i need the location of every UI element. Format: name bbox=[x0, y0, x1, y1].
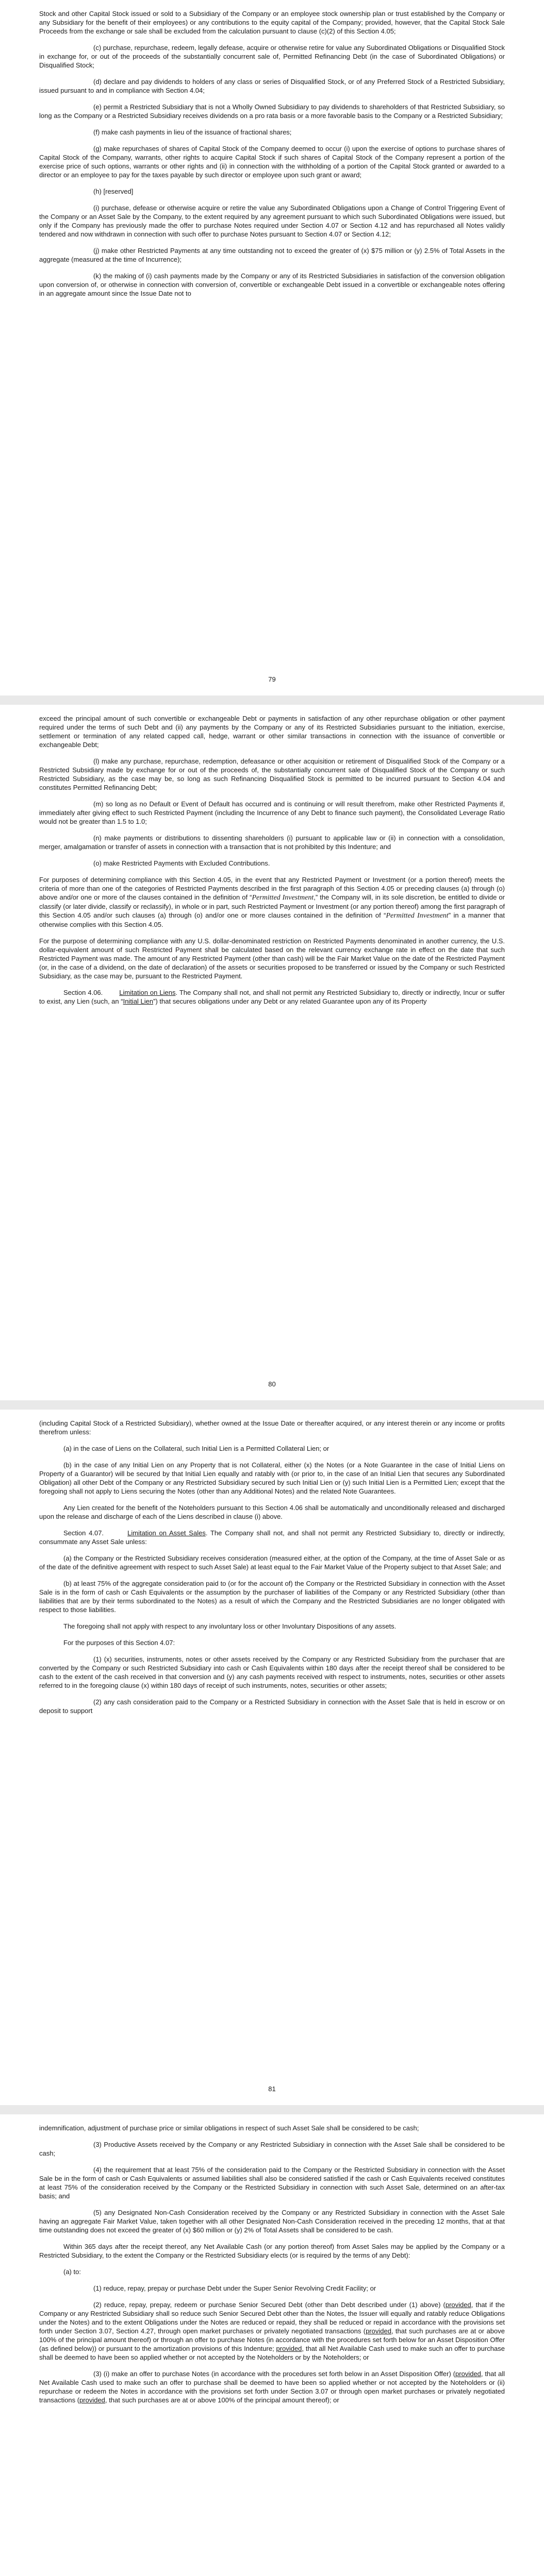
clause-g: (g) make repurchases of shares of Capital Stock of the Company deemed to occur (i) upon the exercise of options to purchase shares of Capital Stock of the Company, warrants, other rights to acquire Capital Stock if such shares of Capital Stock of the Company represent a portion of the exercise price of such options, warrants or other rights and (ii) in connection with the withholding of a portion of the Capital Stock granted or awarded to a director or an employee to pay for the taxes payable by such director or employee upon such grant or award; bbox=[39, 145, 505, 179]
clause-k: (k) the making of (i) cash payments made by the Company or any of its Restricted Subsidiaries in satisfaction of the conversion obligation upon conversion of, or otherwise in connection with conversion of, convertible or exchangeable Debt issued in a convertible or exchangeable notes offering in an aggregate amount since the Issue Date not to bbox=[39, 272, 505, 297]
text-run: ” in a manner that otherwise complies with this Section 4.05. bbox=[39, 911, 505, 928]
paragraph: (including Capital Stock of a Restricted Subsidiary), whether owned at the Issue Date or thereafter acquired, or any interest therein or any income or profits therefrom unless: bbox=[39, 1419, 505, 1436]
text-run: , that such purchases are at or above 100% of the principal amount thereof); or bbox=[105, 2396, 339, 2404]
clause-e: (e) permit a Restricted Subsidiary that is not a Wholly Owned Subsidiary to pay dividends to shareholders of that Restricted Subsidiary, so long as the Company or a Restricted Subsidiary receives dividends on a pro rata basis or a more favorable basis to the Company or a Restricted Subsidiary; bbox=[39, 103, 505, 120]
paragraph: indemnification, adjustment of purchase price or similar obligations in respect of such Asset Sale shall be considered to be cash; bbox=[39, 2124, 419, 2132]
clause-n: (n) make payments or distributions to dissenting shareholders (i) pursuant to applicable law or (ii) in connection with a consolidation, merger, amalgamation or transfer of assets in connection with a transaction that is not prohibited by this Indenture; and bbox=[39, 834, 505, 851]
clause-d: (d) declare and pay dividends to holders of any class or series of Disqualified Stock, or of any Preferred Stock of a Restricted Subsidiary, issued pursuant to and in compliance with Section 4.04; bbox=[39, 78, 505, 94]
text-run: , that such purchases are at or above 100% of the principal amount thereof) or through an offer to purchase Notes (in accordance with the procedures set forth below for an Asset Disposition Offer (as defined below)) or pursuant to the amortization provisions of this Indenture; bbox=[39, 2327, 505, 2352]
text-run: For purposes of determining compliance with this Section 4.05, in the event that any Restricted Payment or Investment (or a portion thereof) meets the criteria of more than one of the categories of Restricted Payments described in the first paragraph of this Section 4.05 or preceding clauses (a) through (o) above and/or one or more of the clauses contained in the definition of “ bbox=[39, 876, 505, 901]
proviso: provided bbox=[79, 2396, 105, 2404]
clause-c: (c) purchase, repurchase, redeem, legally defease, acquire or otherwise retire for value any Subordinated Obligations or Disqualified Stock in exchange for, or out of the proceeds of the substantially concurrent sale of, Permitted Refinancing Debt (in the case of Subordinated Obligations) or Disqualified Stock; bbox=[39, 44, 505, 69]
section-number: Section 4.06. bbox=[63, 989, 120, 996]
clause-5: (5) any Designated Non-Cash Consideration received by the Company or any Restricted Subsidiary in connection with the Asset Sale having an aggregate Fair Market Value, taken together with all other Designated Non-Cash Consideration received in the preceding 12 months, that at that time outstanding does not exceed the greater of (x) $60 million or (y) 2% of Total Assets shall be considered to be cash. bbox=[39, 2209, 505, 2234]
clause-3 bbox=[39, 2369, 505, 2404]
paragraph: For the purposes of this Section 4.07: bbox=[63, 1639, 175, 1647]
clause-m: (m) so long as no Default or Event of Default has occurred and is continuing or will result therefrom, make other Restricted Payments if, immediately after giving effect to such Restricted Payment (including the Incurrence of any Debt to finance such payment), the Consolidated Leverage Ratio would not be greater than 1.5 to 1.0; bbox=[39, 800, 505, 825]
clause-b: (b) at least 75% of the aggregate consideration paid to (or for the account of) the Company or the Restricted Subsidiary in connection with the Asset Sale is in the form of cash or Cash Equivalents or the assumption by the purchaser of liabilities of the Company or any Restricted Subsidiary (other than liabilities that are by their terms subordinated to the Notes) as a result of which the Company and the Restricted Subsidiaries are no longer obligated with respect to those liabilities. bbox=[39, 1580, 505, 1614]
paragraph-release: Any Lien created for the benefit of the Noteholders pursuant to this Section 4.06 shall be automatically and unconditionally released and discharged upon the release and discharge of each of the Liens described in clause (i) above. bbox=[39, 1504, 505, 1520]
clause-1: (1) reduce, repay, prepay or purchase Debt under the Super Senior Revolving Credit Facility; or bbox=[93, 2284, 376, 2292]
paragraph: The foregoing shall not apply with respect to any involuntary loss or other Involuntary Dispositions of any assets. bbox=[63, 1622, 397, 1630]
clause-a: (a) in the case of Liens on the Collateral, such Initial Lien is a Permitted Collateral Lien; or bbox=[63, 1445, 329, 1452]
text-run: , that all Net Available Cash used to make such an offer to purchase shall be deemed to have been so applied whether or not accepted by the Noteholders or by the Noteholders; or bbox=[39, 2345, 505, 2361]
defined-term: Permitted Investment bbox=[252, 894, 314, 902]
proviso: provided bbox=[276, 2345, 302, 2352]
defined-term: Permitted Investment bbox=[386, 912, 449, 920]
page-number: 80 bbox=[268, 1380, 276, 1388]
clause-o: (o) make Restricted Payments with Excluded Contributions. bbox=[93, 859, 270, 867]
clause-1: (1) (x) securities, instruments, notes or other assets received by the Company or any Restricted Subsidiary from the purchaser that are converted by the Company or such Restricted Subsidiary into cash or Cash Equivalents within 180 days after the receipt thereof shall be considered to be cash to the extent of the cash received in that conversion and (y) any cash payments received with respect to instruments, notes, securities or other assets referred to in the foregoing clause (x) within 180 days of receipt of such instruments, notes, securities or other assets; bbox=[39, 1655, 505, 1689]
section-number: Section 4.07. bbox=[63, 1529, 128, 1537]
paragraph: exceed the principal amount of such convertible or exchangeable Debt or payments in satisfaction of any other repurchase obligation or other payment required under the terms of such Debt and (ii) any payments by the Company or any of its Restricted Subsidiaries pursuant to the initiation, exercise, settlement or termination of any related capped call, hedge, warrant or other similar transactions in connection with the issuance of convertible or exchangeable Debt; bbox=[39, 715, 505, 749]
section-4-07 bbox=[39, 1529, 505, 1546]
section-title: Limitation on Liens bbox=[119, 989, 176, 996]
clause-3: (3) Productive Assets received by the Company or any Restricted Subsidiary in connection with the Asset Sale shall be considered to be cash; bbox=[39, 2141, 505, 2157]
proviso: provided bbox=[445, 2301, 471, 2309]
defined-term: Initial Lien bbox=[123, 997, 154, 1005]
clause-b: (b) in the case of any Initial Lien on any Property that is not Collateral, either (x) the Notes (or a Note Guarantee in the case of Initial Liens on Property of a Guarantor) will be secured by that Initial Lien equally and ratably with (or prior to, in the case of an Initial Lien that secures any Subordinated Obligation) all other Debt of the Company or any Restricted Subsidiary secured by such Initial Lien or (y) such Initial Lien is a Permitted Lien; except that the foregoing shall not apply to Liens securing the Notes (other than any Additional Notes) and the related Note Guarantees. bbox=[39, 1461, 505, 1495]
text-run: , that if the Company or any Restricted Subsidiary shall so reduce such Senior Secured Debt other than the Notes, the Issuer will equally and ratably reduce Obligations under the Notes) and to the extent Obligations under the Notes are reduced or repaid, they shall be reduced or repaid in accordance with the provisions set forth under Section 3.07, Section 4.27, through open market purchases or privately negotiated transactions ( bbox=[39, 2301, 505, 2335]
page-number: 81 bbox=[268, 2085, 276, 2093]
page-81 bbox=[0, 1410, 544, 2105]
clause-a: (a) the Company or the Restricted Subsidiary receives consideration (measured either, at the option of the Company, at the time of Asset Sale or as of the date of the definitive agreement with respect to such Asset Sale) at least equal to the Fair Market Value of the Property subject to that Asset Sale; and bbox=[39, 1554, 505, 1571]
clause-2 bbox=[39, 2300, 505, 2362]
text-run: ”) that secures obligations under any Debt or any related Guarantee upon any of its Property bbox=[153, 997, 427, 1005]
text-run: , that all Net Available Cash used to make such an offer to purchase shall be deemed to have been so applied whether or not accepted by the Noteholders or (ii) repurchase or redeem the Notes in accordance with the provisions set forth under Section 3.07 or through open market purchases or privately negotiated transactions ( bbox=[39, 2370, 505, 2404]
section-title: Limitation on Asset Sales bbox=[127, 1529, 206, 1537]
proviso: provided bbox=[366, 2327, 391, 2335]
proviso: provided bbox=[455, 2370, 481, 2378]
text-run: (2) reduce, repay, prepay, redeem or purchase Senior Secured Debt (other than Debt described under (1) above) ( bbox=[93, 2301, 446, 2309]
clause-2: (2) any cash consideration paid to the Company or a Restricted Subsidiary in connection with the Asset Sale that is held in escrow or on deposit to support bbox=[39, 1698, 505, 1715]
clause-a-to: (a) to: bbox=[63, 2268, 81, 2276]
clause-i: (i) purchase, defease or otherwise acquire or retire the value any Subordinated Obligations upon a Change of Control Triggering Event of the Company or an Asset Sale by the Company, to the extent required by any agreement pursuant to which such Subordinated Obligations were issued, but only if the Company has previously made the offer to purchase Notes required under Section 4.07 or Section 4.12 and has repurchased all Notes validly tendered and now withdrawn in connection with such offer to purchase Notes pursuant to Section 4.07 or Section 4.12; bbox=[39, 204, 505, 238]
paragraph: Within 365 days after the receipt thereof, any Net Available Cash (or any portion thereof) from Asset Sales may be applied by the Company or a Restricted Subsidiary, to the extent the Company or the Restricted Subsidiary elects (or is required by the terms of any Debt): bbox=[39, 2243, 505, 2259]
page-79 bbox=[0, 0, 544, 696]
clause-l: (l) make any purchase, repurchase, redemption, defeasance or other acquisition or retirement of Disqualified Stock of the Company or a Restricted Subsidiary made by exchange for or out of the proceeds of, the substantially concurrent sale of Disqualified Stock of the Company or such Restricted Subsidiary, as the case may be, so long as such Refinancing Disqualified Stock is permitted to be incurred pursuant to Section 4.04 and constitutes Permitted Refinancing Debt; bbox=[39, 757, 505, 791]
text-run: ,” the Company will, in its sole discretion, be entitled to divide or classify (or later divide, classify or reclassify), in whole or in part, such Restricted Payment or Investment (or any portion thereof) among the first paragraph of this Section 4.05 and/or such clauses (a) through (o) and/or one or more clauses contained in the definition of “ bbox=[39, 893, 505, 919]
text-run: . The Company shall not, and shall not permit any Restricted Subsidiary to, directly or indirectly, Incur or suffer to exist, any Lien (such, an “ bbox=[39, 989, 505, 1005]
page-80 bbox=[0, 705, 544, 1400]
paragraph bbox=[39, 9, 505, 36]
text-run: (3) (i) make an offer to purchase Notes (in accordance with the procedures set forth below in an Asset Disposition Offer) ( bbox=[93, 2370, 456, 2378]
text-run: . The Company shall not, and shall not permit any Restricted Subsidiary to, directly or indirectly, consummate any Asset Sale unless: bbox=[39, 1529, 505, 1546]
clause-f: (f) make cash payments in lieu of the issuance of fractional shares; bbox=[93, 128, 292, 136]
paragraph-fair-market-value: For the purpose of determining compliance with any U.S. dollar-denominated restriction on Restricted Payments denominated in another currency, the U.S. dollar-equivalent amount of such Restricted Payment shall be calculated based on the relevant currency exchange rate in effect on the date that such Restricted Payment was made. The amount of any Restricted Payment (other than cash) will be the Fair Market Value on the date of the Restricted Payment (or, in the case of a dividend, on the date of declaration) of the assets or securities proposed to be transferred or issued by the Company or such Restricted Subsidiary, as the case may be, pursuant to the Restricted Payment. bbox=[39, 937, 505, 980]
clause-4: (4) the requirement that at least 75% of the consideration paid to the Company or the Restricted Subsidiary in connection with the Asset Sale be in the form of cash or Cash Equivalents or assumed liabilities shall also be considered satisfied if the cash or Cash Equivalents received constitutes at least 75% of the consideration received by the Company or the Restricted Subsidiary in connection with such Asset Sale, determined on an after-tax basis; and bbox=[39, 2166, 505, 2200]
paragraph-determination bbox=[39, 875, 505, 929]
page-number: 79 bbox=[268, 675, 276, 683]
text-run: Stock and other Capital Stock issued or sold to a Subsidiary of the Company or an employee stock ownership plan or trust established by the Company or any Subsidiary for the benefit of their employees) or any contributions to the equity capital of the Company; provided, however, that the Capital Stock Sale Proceeds from the exchange or sale shall be excluded from the calculation pursuant to clause (c)(2) of this Section 4.05; bbox=[39, 10, 505, 35]
page-82 bbox=[0, 2114, 544, 2576]
section-4-06 bbox=[39, 988, 505, 1006]
clause-j: (j) make other Restricted Payments at any time outstanding not to exceed the greater of (x) $75 million or (y) 2.5% of Total Assets in the aggregate (measured at the time of Incurrence); bbox=[39, 247, 505, 263]
clause-h: (h) [reserved] bbox=[93, 188, 134, 195]
